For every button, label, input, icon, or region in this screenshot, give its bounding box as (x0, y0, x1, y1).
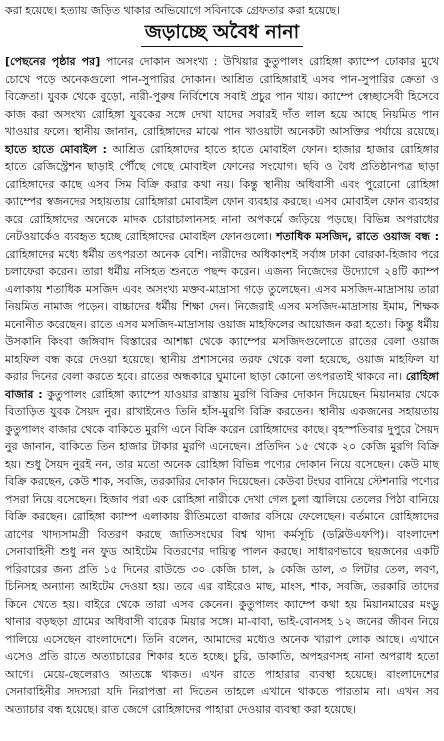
subhead-mosque: শতাধিক মসজিদ, রাতে ওয়াজ বন্ধ : (276, 230, 439, 243)
body-paragraph-4: কুতুপালং রোহিঙ্গা ক্যাম্পে যাওয়ার রাস্তায় মুরগি বিক্রির দোকান দিয়েছেন মিয়ানমার থেকে বিতাড়িত যুবক সৈয়দ নুর। রাখাইনেও তিনি হাঁস-মুরগি বিক্রি করতেন। স্থানীয় একজনের সহায়তায় কুতুপালং বাজার থেকে বাকিতে মুরগি এনে বিক্রি করেন রোহিঙ্গাদের কাছে। বৃহস্পতিবার দুপুরে সৈয়দ নুর জানান, বাকিতে তিন হাজার টাকার মুরগি এনেছেন। প্রতিদিন ১৫ থেকে ২০ কেজি মুরগি বিক্রি হয়। শুধু সৈয়দ নুরই নন, তার মতো অনেক রোহিঙ্গা বিভিন্ন পণ্যের দোকান নিয়ে বসেছেন। কেউ মাছ বিক্রি করছেন, কেউ শাক, সবজি, তরকারির দোকান দিয়েছেন। কেউবা টংঘর বানিয়ে স্টেশনারি পণ্যের পসরা নিয়ে বসেছেন। হিজাব পরা এক রোহিঙ্গা নারীকে দেখা গেল চুলা জ্বালিয়ে তেলের পিঠা বানিয়ে বিক্রি করছেন। রোহিঙ্গা ক্যাম্প এলাকায় রীতিমতো বাজার বসিয়ে ফেলেছেন। বর্তমানে রোহিঙ্গাদের ত্রাণের খাদ্যসামগ্রী বিতরণ করছে জাতিসংঘের বিশ্ব খাদ্য কর্মসূচি (ডব্লিউএফপি)। বাংলাদেশ সেনাবাহিনী শুধু নন ফুড আইটেম বিতরণের দায়িত্ব পালন করছে। সাধারণভাবে ছয়জনের একটি পরিবারের জন্য প্রতি ১৫ দিনের রাউন্ডে ৩০ কেজি চাল, ৯ কেজি ডাল, ৩ লিটার তেল, লবণ, চিনিসহ অন্যান্য আইটেম দেওয়া হয়। তবে এর বাইরেও মাছ, মাংস, শাক, সবজি, তরকারি তাদের কিনে খেতে হয়। বাইরে থেকে তারা এসব কেনেন। কুতুপালং ক্যাম্পে কথা হয় মিয়ানমারের মংডু থানার বড়ছড়া গ্রামের অধিবাসী বারেক মিয়ার সঙ্গে। মা-বাবা, ভাই-বোনসহ ১২ জনের জীবন নিয়ে পালিয়ে এসেছেন বাংলাদেশে। তিনি বলেন, আমাদের মধ্যেও অনেক খারাপ লোক আছে। এখানে এসেও প্রতি রাতে অত্যাচারের শিকার হতে হচ্ছে। চুরি, ডাকাতি, অপহরণসহ নানা অপরাধ হতো আগে। মেয়ে-ছেলেরাও আতঙ্কে থাকত। এখন রাতে পাহারার ব্যবস্থা হয়েছে। বাংলাদেশের সেনাবাহিনীর সদস্যরা যদি নিরাপত্তা না দিতেন তাহলে এখানে থাকতে পারতাম না। এখন সব অত্যাচার বন্ধ হয়েছে। রাত জেগে রোহিঙ্গাদের পাহারা দেওয়ার ব্যবস্থা করা হয়েছে। (5, 387, 439, 716)
previous-article-tail: করা হয়েছে। হত্যায় জড়িত থাকার অভিযোগে সবিনাকে গ্রেফতার করা হয়েছে। (5, 4, 341, 17)
article-headline: জড়াচ্ছে অবৈধ নানা (141, 21, 303, 47)
subhead-bazar: রোহিঙ্গা বাজার : (5, 370, 439, 401)
body-paragraph-1: পানের দোকান অসংখ্য : উখিয়ার কুতুপালং রোহিঙ্গা ক্যাম্পে ঢোকার মুখে চোখে পড়ে অনেকগুলো পান-সুপারির দোকান। আশ্রিত রোহিঙ্গারাই এসব পান-সুপারির ক্রেতা ও বিক্রেতা। যুবক থেকে বুড়ো, নারী-পুরুষ নির্বিশেষে সবাই প্রচুর পান খায়। ক্যাম্পে স্বেচ্ছাসেবী হিসেবে কাজ করা অসংখ্য রোহিঙ্গা যুবকের সঙ্গে দেখা যাদের সবারই দাঁত লাল হয়ে আছে নিয়মিত পান খাওয়ার ফলে। স্থানীয় জানান, রোহিঙ্গাদের মাঝে পান খাওয়াটা অনেকটা আসক্তির পর্যায়ে রয়েছে। (5, 55, 439, 138)
body-paragraph-3: রোহিঙ্গাদের মধ্যে ধর্মীয় তৎপরতা অনেক বেশি। নারীদের অধিকাংশই সর্বাঙ্গ ঢাকা বোরকা-হিজাব পরে চলাফেরা করেন। তারা ধর্মীয় নসিহত শুনতে পছন্দ করেন। এজন্য নিজেদের উদ্যোগে ২৪টি ক্যাম্প এলাকায় শতাধিক মসজিদ এবং অসংখ্য মক্তব-মাদ্রাসা গড়ে তুলেছেন। এসব মসজিদ-মাদ্রাসায় তারা নিয়মিত নামাজ পড়েন। বাচ্চাদের ধর্মীয় শিক্ষা দেন। নিজেরাই এসব মসজিদ-মাদ্রাসায় ইমাম, শিক্ষক মনোনীত করেছেন। রাতে এসব মসজিদ-মাদ্রাসায় ওয়াজ মাহফিলের আয়োজন করা হতো। কিন্তু ধর্মীয় উসকানি কিংবা জঙ্গিবাদ বিস্তারের আশঙ্কা থেকে ক্যাম্পের মসজিদগুলোতে রাতের বেলা ওয়াজ মাহফিল বন্ধ করে দেওয়া হয়েছে। স্থানীয় প্রশাসনের তরফ থেকে বলা হয়েছে, ওয়াজ মাহফিল যা করার দিনের বেলা করতে হবে। রাতের অন্ধকারে ঘুমানো ছাড়া কোনো তৎপরতাই থাকবে না। (5, 247, 439, 383)
article-body (5, 53, 439, 718)
continuation-tag: [পেছনের পৃষ্ঠার পর] (5, 55, 101, 68)
headline-container (5, 21, 439, 48)
body-paragraph-2: আশ্রিত রোহিঙ্গাদের হাতে হাতে মোবাইল ফোন। হাজার হাজার রোহিঙ্গার হাতে রেজিস্ট্রেশন ছাড়াই পৌঁছে গেছে মোবাইল ফোনের সংযোগ। ছবি ও বৈধ প্রতিষ্ঠানপত্র ছাড়া রোহিঙ্গাদের কাছে এসব সিম বিক্রি করার কথা নয়। কিন্তু স্থানীয় অধিবাসী এবং পুরোনো রোহিঙ্গা ক্যাম্পের স্বজনদের সহায়তায় রোহিঙ্গারা মোবাইল ফোন ব্যবহার করছে। এসব মোবাইল ফোন ব্যবহার করে রোহিঙ্গাদের অনেকে মাদক চোরাচালানসহ নানা অপকর্মে জড়িয়ে পড়ছে। বিভিন্ন অপরাধের নেটওয়ার্কেও ব্যবহৃত হচ্ছে রোহিঙ্গাদের মোবাইল ফোনগুলো। (5, 142, 439, 243)
subhead-mobile: হাতে হাতে মোবাইল : (5, 142, 107, 156)
